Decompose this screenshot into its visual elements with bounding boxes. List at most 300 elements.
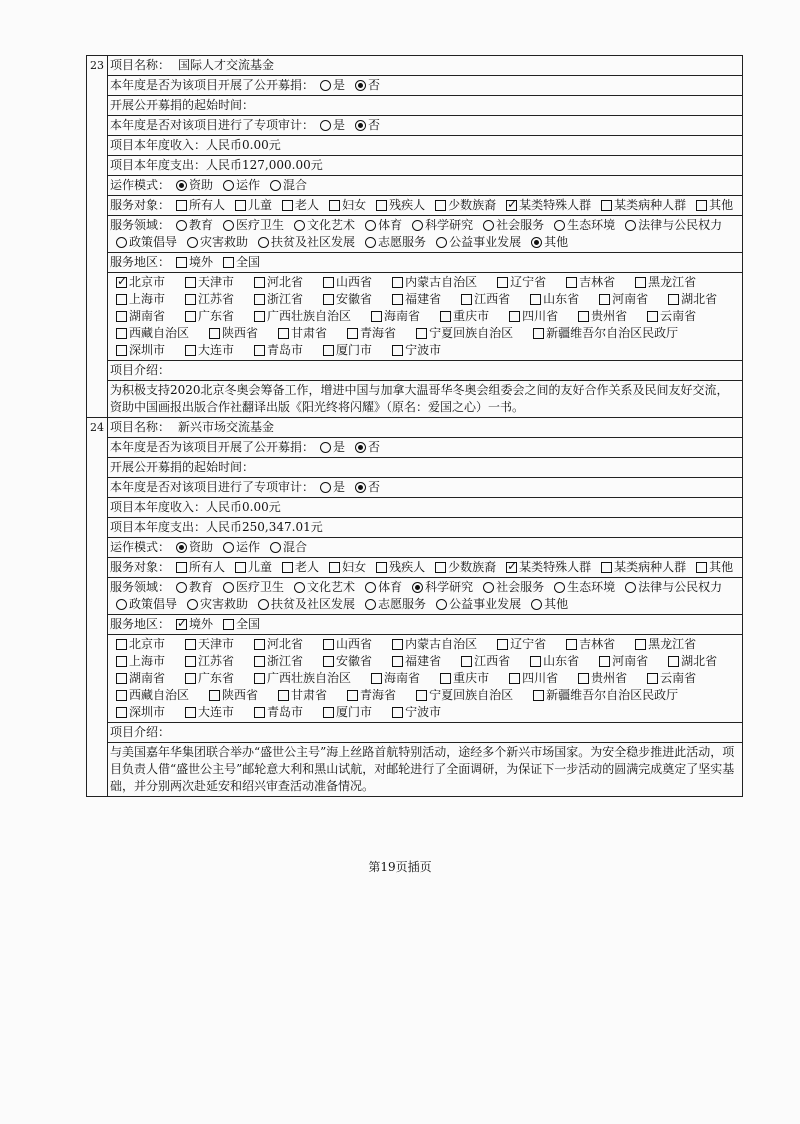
field-radio-其他[interactable] [525,596,568,613]
option-label: 公益事业发展 [449,597,522,611]
radio-mark-icon [554,220,565,231]
mode-radio-资助[interactable] [170,539,213,556]
audit-no-radio[interactable] [349,479,380,496]
target-checkbox-儿童[interactable] [229,197,272,214]
expense-value: 人民币250,347.01元 [206,520,323,534]
option-label: 大连市 [198,705,235,719]
option-label: 广西壮族自治区 [267,671,352,685]
option-label: 资助 [189,178,214,192]
label-start: 开展公开募捐的起始时间： [110,460,255,474]
option-label: 某类特殊人群 [519,560,592,574]
checkbox-mark-icon [185,311,196,322]
checkbox-mark-icon [371,673,382,684]
target-checkbox-少数族裔[interactable] [429,197,496,214]
option-label: 某类病种人群 [614,198,687,212]
target-checkbox-某类特殊人群[interactable] [500,197,591,214]
mode-radio-运作[interactable] [217,539,260,556]
region-checkbox-河北省[interactable] [248,274,303,291]
region-checkbox-河北省[interactable] [248,636,303,653]
region-checkbox-青岛市[interactable] [248,342,303,359]
option-label: 河南省 [612,292,649,306]
region-checkbox-广东省[interactable] [179,670,234,687]
row-start-time [87,458,743,478]
project-name: 新兴市场交流基金 [178,420,275,434]
radio-mark-icon [294,220,305,231]
checkbox-mark-icon [392,294,403,305]
region-checkbox-广西壮族自治区[interactable] [248,670,351,687]
checkbox-mark-icon [323,707,334,718]
checkbox-mark-icon [578,673,589,684]
option-label: 扶贫及社区发展 [271,235,356,249]
radio-mark-icon [355,442,366,453]
option-label: 吉林省 [579,637,616,651]
option-label: 科学研究 [425,580,474,594]
region-checkbox-贵州省[interactable] [572,308,627,325]
option-label: 其他 [544,597,569,611]
option-label: 湖南省 [129,309,166,323]
checkbox-mark-icon [185,294,196,305]
option-label: 全国 [236,255,261,269]
target-checkbox-老人[interactable] [276,559,319,576]
radio-mark-icon [412,582,423,593]
option-label: 社会服务 [496,580,545,594]
checkbox-mark-icon [185,277,196,288]
region-checkbox-辽宁省[interactable] [491,274,546,291]
row-start-time-cell [108,458,743,478]
option-label: 河北省 [267,637,304,651]
option-label: 青海省 [360,326,397,340]
region-checkbox-江苏省[interactable] [179,291,234,308]
row-public-fundraising [87,76,743,96]
field-radio-法律与公民权力[interactable] [619,217,722,234]
radio-mark-icon [258,237,269,248]
option-label: 运作 [236,178,261,192]
field-radio-扶贫及社区发展[interactable] [252,596,355,613]
option-label: 所有人 [189,198,226,212]
checkbox-mark-icon [376,200,387,211]
option-label: 天津市 [198,637,235,651]
mode-radio-运作[interactable] [217,177,260,194]
checkbox-mark-icon [578,311,589,322]
region-checkbox-安徽省[interactable] [317,291,372,308]
radio-mark-icon [554,582,565,593]
radio-mark-icon [176,542,187,553]
region-checkbox-大连市[interactable] [179,704,234,721]
label-target: 服务对象： [110,198,171,212]
project-intro: 与美国嘉年华集团联合举办“盛世公主号”海上丝路首航特别活动，途经多个新兴市场国家。为安全稳步推进此活动，项目负责人借“盛世公主号”邮轮意大利和黑山试航，对邮轮进行了全面调研，为保证下一步活动的圆满完成奠定了坚实基础，并分别两次赴延安和绍兴审查活动准备情况。 [110,745,735,793]
public-yes-radio[interactable] [314,439,345,456]
radio-mark-icon [365,582,376,593]
option-label: 妇女 [342,560,367,574]
option-label: 教育 [189,218,214,232]
region-checkbox-北京市[interactable] [110,274,165,291]
checkbox-mark-icon [509,311,520,322]
checkbox-mark-icon [116,294,127,305]
field-radio-灾害救助[interactable] [181,234,248,251]
checkbox-mark-icon [329,562,340,573]
field-radio-社会服务[interactable] [477,217,544,234]
label-public: 本年度是否为该项目开展了公开募捐： [110,78,315,92]
region-checkbox-山西省[interactable] [317,274,372,291]
option-label: 文化艺术 [307,218,356,232]
region-checkbox-青岛市[interactable] [248,704,303,721]
checkbox-mark-icon [533,328,544,339]
option-label: 否 [368,118,381,132]
option-label: 江苏省 [198,654,235,668]
mode-radio-资助[interactable] [170,177,213,194]
audit-yes-radio[interactable] [314,117,345,134]
field-radio-社会服务[interactable] [477,579,544,596]
checkbox-mark-icon [116,690,127,701]
region-checkbox-广西壮族自治区[interactable] [248,308,351,325]
target-checkbox-残疾人[interactable] [370,197,425,214]
region-checkbox-陕西省[interactable] [203,325,258,342]
option-label: 体育 [378,580,403,594]
field-radio-医疗卫生[interactable] [217,217,284,234]
row-income-cell [108,498,743,518]
region-checkbox-吉林省[interactable] [560,274,615,291]
target-checkbox-妇女[interactable] [323,559,366,576]
audit-no-radio[interactable] [349,117,380,134]
region-checkbox-甘肃省[interactable] [272,325,327,342]
option-label: 新疆维吾尔自治区民政厅 [546,688,679,702]
row-intro-label [87,723,743,743]
target-checkbox-某类病种人群[interactable] [595,559,686,576]
option-label: 所有人 [189,560,226,574]
region-checkbox-海南省[interactable] [365,308,420,325]
option-label: 湖北省 [681,292,718,306]
field-radio-法律与公民权力[interactable] [619,579,722,596]
row-public-fundraising-cell [108,438,743,458]
target-checkbox-妇女[interactable] [323,197,366,214]
option-label: 甘肃省 [291,326,328,340]
checkbox-mark-icon [376,562,387,573]
option-label: 灾害救助 [200,235,249,249]
region-top-checkbox-全国[interactable] [217,616,260,633]
row-income [87,136,743,156]
region-checkbox-黑龙江省[interactable] [629,636,696,653]
label-income: 项目本年度收入： [110,138,207,152]
option-label: 混合 [283,178,308,192]
row-expense [87,518,743,538]
region-checkbox-重庆市[interactable] [434,308,489,325]
row-intro-text [87,743,743,797]
option-label: 体育 [378,218,403,232]
option-label: 是 [333,480,346,494]
field-radio-扶贫及社区发展[interactable] [252,234,355,251]
region-checkbox-青海省[interactable] [341,687,396,704]
region-checkbox-贵州省[interactable] [572,670,627,687]
region-checkbox-山东省[interactable] [524,653,579,670]
region-checkbox-江西省[interactable] [455,653,510,670]
option-label: 全国 [236,617,261,631]
label-intro: 项目介绍： [110,363,171,377]
region-checkbox-山西省[interactable] [317,636,372,653]
label-expense: 项目本年度支出： [110,520,207,534]
checkbox-mark-icon [461,656,472,667]
mode-radio-混合[interactable] [264,539,307,556]
region-top-checkbox-全国[interactable] [217,254,260,271]
option-label: 海南省 [384,671,421,685]
checkbox-mark-icon [416,328,427,339]
option-label: 某类特殊人群 [519,198,592,212]
option-label: 山西省 [336,275,373,289]
checkbox-mark-icon [116,673,127,684]
checkbox-mark-icon [254,656,265,667]
region-checkbox-云南省[interactable] [641,670,696,687]
field-radio-政策倡导[interactable] [110,596,177,613]
field-radio-体育[interactable] [359,579,402,596]
region-checkbox-湖南省[interactable] [110,308,165,325]
option-label: 吉林省 [579,275,616,289]
region-checkbox-深圳市[interactable] [110,704,165,721]
region-checkbox-吉林省[interactable] [560,636,615,653]
region-checkbox-新疆维吾尔自治区民政厅[interactable] [527,325,678,342]
public-yes-radio[interactable] [314,77,345,94]
checkbox-mark-icon [566,639,577,650]
field-radio-政策倡导[interactable] [110,234,177,251]
region-checkbox-江西省[interactable] [455,291,510,308]
checkbox-mark-icon [223,619,234,630]
field-radio-体育[interactable] [359,217,402,234]
radio-mark-icon [294,582,305,593]
region-checkbox-安徽省[interactable] [317,653,372,670]
option-label: 宁波市 [405,705,442,719]
audit-yes-radio[interactable] [314,479,345,496]
option-label: 厦门市 [336,343,373,357]
region-checkbox-湖南省[interactable] [110,670,165,687]
row-name-cell [108,418,743,438]
radio-mark-icon [365,599,376,610]
checkbox-mark-icon [347,328,358,339]
option-label: 是 [333,78,346,92]
region-checkbox-河南省[interactable] [593,291,648,308]
option-label: 法律与公民权力 [638,580,723,594]
option-label: 深圳市 [129,705,166,719]
target-checkbox-少数族裔[interactable] [429,559,496,576]
region-checkbox-厦门市[interactable] [317,704,372,721]
option-label: 少数族裔 [448,560,497,574]
radio-mark-icon [365,237,376,248]
field-radio-志愿服务[interactable] [359,234,426,251]
option-label: 广东省 [198,671,235,685]
option-label: 教育 [189,580,214,594]
field-radio-生态环境[interactable] [548,579,615,596]
field-radio-公益事业发展[interactable] [430,234,521,251]
option-label: 云南省 [660,309,697,323]
label-name: 项目名称： [110,420,171,434]
row-audit-cell [108,116,743,136]
checkbox-mark-icon [497,277,508,288]
field-radio-生态环境[interactable] [548,217,615,234]
region-top-checkbox-境外[interactable] [170,254,213,271]
row-start-time-cell [108,96,743,116]
label-region: 服务地区： [110,617,171,631]
option-label: 大连市 [198,343,235,357]
public-no-radio[interactable] [349,439,380,456]
row-region-top [87,615,743,635]
option-label: 青岛市 [267,343,304,357]
project-intro: 为积极支持2020北京冬奥会筹备工作，增进中国与加拿大温哥华冬奥会组委会之间的友好合作关系及民间友好交流，资助中国画报出版合作社翻译出版《阳光终将闪耀》（原名：爱国之心）一书。 [110,383,729,414]
region-checkbox-黑龙江省[interactable] [629,274,696,291]
option-label: 其他 [709,198,734,212]
checkbox-mark-icon [599,294,610,305]
radio-mark-icon [483,220,494,231]
field-radio-文化艺术[interactable] [288,217,355,234]
radio-mark-icon [223,180,234,191]
region-checkbox-北京市[interactable] [110,636,165,653]
option-label: 医疗卫生 [236,218,285,232]
option-label: 山东省 [543,292,580,306]
field-radio-教育[interactable] [170,579,213,596]
row-intro-text [87,381,743,418]
radio-mark-icon [116,599,127,610]
label-name: 项目名称： [110,58,171,72]
region-checkbox-福建省[interactable] [386,653,441,670]
region-checkbox-天津市[interactable] [179,636,234,653]
region-checkbox-四川省[interactable] [503,308,558,325]
region-checkbox-西藏自治区[interactable] [110,325,189,342]
checkbox-mark-icon [392,707,403,718]
region-checkbox-浙江省[interactable] [248,653,303,670]
region-checkbox-宁波市[interactable] [386,704,441,721]
field-radio-医疗卫生[interactable] [217,579,284,596]
radio-mark-icon [176,180,187,191]
target-checkbox-所有人[interactable] [170,559,225,576]
row-region-list [87,273,743,361]
radio-mark-icon [355,120,366,131]
option-label: 广东省 [198,309,235,323]
region-checkbox-内蒙古自治区[interactable] [386,636,477,653]
option-label: 天津市 [198,275,235,289]
region-checkbox-新疆维吾尔自治区民政厅[interactable] [527,687,678,704]
region-checkbox-上海市[interactable] [110,291,165,308]
field-radio-灾害救助[interactable] [181,596,248,613]
checkbox-mark-icon [176,200,187,211]
region-checkbox-宁波市[interactable] [386,342,441,359]
field-radio-文化艺术[interactable] [288,579,355,596]
region-checkbox-天津市[interactable] [179,274,234,291]
checkbox-mark-icon [696,562,707,573]
label-target: 服务对象： [110,560,171,574]
label-field: 服务领域： [110,580,171,594]
row-intro-text-cell [108,743,743,797]
radio-mark-icon [223,542,234,553]
option-label: 其他 [709,560,734,574]
region-checkbox-福建省[interactable] [386,291,441,308]
region-checkbox-湖北省[interactable] [662,291,717,308]
project-number: 24 [87,418,108,797]
option-label: 陕西省 [222,688,259,702]
checkbox-mark-icon [278,328,289,339]
region-checkbox-重庆市[interactable] [434,670,489,687]
region-checkbox-山东省[interactable] [524,291,579,308]
region-checkbox-内蒙古自治区[interactable] [386,274,477,291]
target-checkbox-其他[interactable] [690,559,733,576]
radio-mark-icon [436,237,447,248]
region-checkbox-陕西省[interactable] [203,687,258,704]
region-checkbox-深圳市[interactable] [110,342,165,359]
region-checkbox-海南省[interactable] [365,670,420,687]
field-radio-科学研究[interactable] [406,217,473,234]
field-radio-志愿服务[interactable] [359,596,426,613]
checkbox-mark-icon [254,639,265,650]
checkbox-mark-icon [323,277,334,288]
region-checkbox-江苏省[interactable] [179,653,234,670]
checkbox-mark-icon [185,656,196,667]
option-label: 辽宁省 [510,275,547,289]
region-checkbox-西藏自治区[interactable] [110,687,189,704]
mode-radio-混合[interactable] [264,177,307,194]
region-checkbox-河南省[interactable] [593,653,648,670]
target-checkbox-残疾人[interactable] [370,559,425,576]
option-label: 陕西省 [222,326,259,340]
region-checkbox-大连市[interactable] [179,342,234,359]
checkbox-mark-icon [254,345,265,356]
region-checkbox-广东省[interactable] [179,308,234,325]
radio-mark-icon [270,542,281,553]
region-checkbox-宁夏回族自治区[interactable] [410,325,513,342]
option-label: 安徽省 [336,654,373,668]
option-label: 福建省 [405,292,442,306]
checkbox-mark-icon [371,311,382,322]
region-checkbox-云南省[interactable] [641,308,696,325]
checkbox-mark-icon [435,562,446,573]
checkbox-mark-icon [392,639,403,650]
public-no-radio[interactable] [349,77,380,94]
radio-mark-icon [223,220,234,231]
target-checkbox-其他[interactable] [690,197,733,214]
checkbox-mark-icon [392,277,403,288]
option-label: 湖南省 [129,671,166,685]
region-checkbox-厦门市[interactable] [317,342,372,359]
target-checkbox-某类病种人群[interactable] [595,197,686,214]
region-checkbox-甘肃省[interactable] [272,687,327,704]
region-checkbox-青海省[interactable] [341,325,396,342]
region-top-checkbox-境外[interactable] [170,616,213,633]
option-label: 其他 [544,235,569,249]
region-checkbox-浙江省[interactable] [248,291,303,308]
field-radio-科学研究[interactable] [406,579,473,596]
option-label: 青海省 [360,688,397,702]
option-label: 河南省 [612,654,649,668]
target-checkbox-儿童[interactable] [229,559,272,576]
field-radio-其他[interactable] [525,234,568,251]
region-checkbox-宁夏回族自治区[interactable] [410,687,513,704]
target-checkbox-所有人[interactable] [170,197,225,214]
target-checkbox-某类特殊人群[interactable] [500,559,591,576]
region-checkbox-四川省[interactable] [503,670,558,687]
target-checkbox-老人[interactable] [276,197,319,214]
option-label: 是 [333,440,346,454]
region-checkbox-上海市[interactable] [110,653,165,670]
field-radio-公益事业发展[interactable] [430,596,521,613]
region-checkbox-湖北省[interactable] [662,653,717,670]
radio-mark-icon [270,180,281,191]
option-label: 山东省 [543,654,580,668]
row-mode [87,538,743,558]
region-checkbox-辽宁省[interactable] [491,636,546,653]
field-radio-教育[interactable] [170,217,213,234]
option-label: 青岛市 [267,705,304,719]
checkbox-mark-icon [282,200,293,211]
row-intro-label-cell [108,361,743,381]
option-label: 资助 [189,540,214,554]
checkbox-mark-icon [323,639,334,650]
option-label: 政策倡导 [129,235,178,249]
project-number: 23 [87,56,108,418]
checkbox-mark-icon [668,656,679,667]
